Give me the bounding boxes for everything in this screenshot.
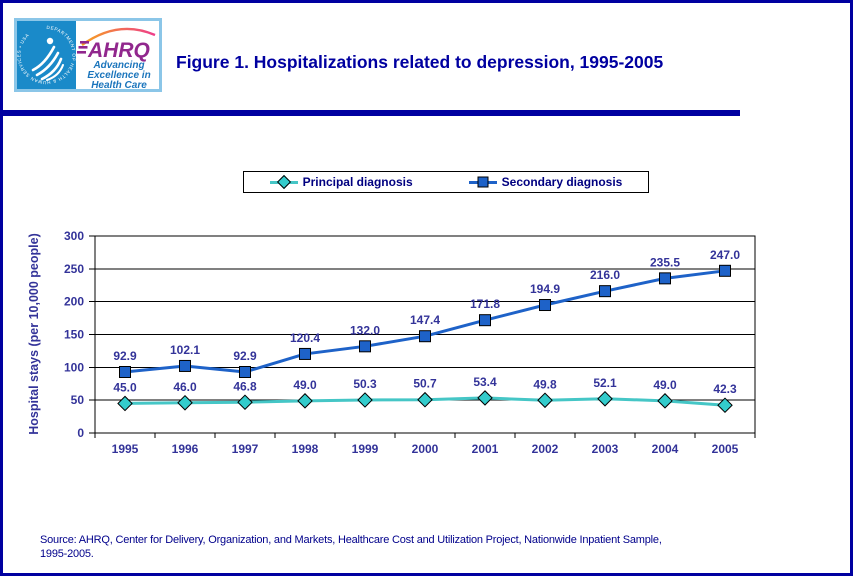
diamond-marker: [538, 393, 552, 407]
x-tick-label: 1997: [231, 442, 259, 456]
data-label: 50.3: [353, 376, 377, 391]
chart-legend: [243, 171, 649, 193]
data-label: 92.9: [113, 348, 137, 363]
svg-text:Health Care: Health Care: [91, 80, 147, 91]
square-marker: [300, 348, 311, 359]
square-marker: [540, 300, 551, 311]
source-line-2: 1995-2005.: [40, 548, 94, 560]
data-label: 42.3: [713, 382, 737, 397]
diamond-marker: [178, 396, 192, 410]
square-marker: [120, 366, 131, 377]
data-label: 49.0: [293, 377, 317, 392]
x-tick-label: 1995: [111, 442, 139, 456]
data-label: 102.1: [169, 342, 201, 357]
data-label: 147.4: [409, 313, 441, 328]
legend-label-secondary: Secondary diagnosis: [501, 175, 623, 189]
principal-line-swatch: [270, 181, 298, 184]
diamond-marker: [238, 395, 252, 409]
y-tick-label: 250: [63, 261, 84, 276]
x-tick-label: 2004: [651, 442, 679, 456]
svg-text:DEPARTMENT OF HEALTH & HUMAN S: DEPARTMENT OF HEALTH & HUMAN SERVICES • USA: [16, 24, 77, 86]
x-tick-label: 1998: [291, 442, 319, 456]
y-tick-label: 100: [63, 360, 84, 375]
diamond-marker: [418, 393, 432, 407]
svg-text:Advancing: Advancing: [93, 60, 145, 71]
svg-text:AHRQ: AHRQ: [88, 39, 150, 62]
y-tick-label: 0: [77, 426, 84, 440]
diamond-marker: [598, 392, 612, 406]
data-label: 52.1: [593, 375, 617, 390]
diamond-marker: [658, 394, 672, 408]
square-marker-icon: [477, 177, 488, 188]
legend-label-principal: Principal diagnosis: [302, 175, 413, 189]
square-marker: [600, 286, 611, 297]
square-marker: [480, 315, 491, 326]
svg-text:Excellence in: Excellence in: [87, 70, 151, 81]
square-marker: [660, 273, 671, 284]
legend-entry-principal: [270, 175, 413, 189]
data-label: 49.8: [533, 377, 557, 392]
square-marker: [240, 366, 251, 377]
diamond-marker: [478, 391, 492, 405]
data-label: 247.0: [709, 247, 741, 262]
square-marker: [420, 331, 431, 342]
x-tick-label: 2002: [531, 442, 559, 456]
page-title: Figure 1. Hospitalizations related to depression, 1995-2005: [176, 52, 664, 72]
square-marker: [180, 360, 191, 371]
x-tick-label: 1996: [171, 442, 199, 456]
data-label: 120.4: [289, 330, 321, 345]
source-line-1: Source: AHRQ, Center for Delivery, Organization, and Markets, Healthcare Cost and Utilization Project, Nationwide Inpatient Sample,: [40, 534, 662, 546]
square-marker: [360, 341, 371, 352]
x-tick-label: 2001: [471, 442, 499, 456]
square-marker: [720, 265, 731, 276]
x-tick-label: 2005: [711, 442, 739, 456]
diamond-marker: [118, 396, 132, 410]
x-tick-label: 2000: [411, 442, 439, 456]
diamond-marker: [358, 393, 372, 407]
diamond-marker: [298, 394, 312, 408]
y-tick-label: 50: [70, 393, 84, 408]
x-tick-label: 2003: [591, 442, 619, 456]
data-label: 46.0: [173, 379, 197, 394]
data-label: 53.4: [473, 374, 497, 389]
data-label: 171.8: [469, 297, 501, 312]
data-label: 235.5: [649, 255, 681, 270]
data-label: 216.0: [589, 268, 621, 283]
legend-entry-secondary: [469, 175, 623, 189]
x-tick-label: 1999: [351, 442, 379, 456]
y-axis-title: Hospital stays (per 10,000 people): [27, 233, 41, 435]
diamond-marker-icon: [277, 175, 291, 189]
data-label: 49.0: [653, 377, 677, 392]
data-label: 92.9: [233, 348, 257, 363]
data-label: 50.7: [413, 376, 437, 391]
data-label: 194.9: [529, 282, 561, 297]
y-tick-label: 200: [63, 294, 84, 309]
data-label: 45.0: [113, 380, 137, 395]
y-tick-label: 300: [63, 229, 84, 243]
data-label: 132.0: [349, 323, 381, 338]
data-label: 46.8: [233, 379, 257, 394]
y-tick-label: 150: [63, 327, 84, 342]
secondary-line-swatch: [469, 181, 497, 184]
